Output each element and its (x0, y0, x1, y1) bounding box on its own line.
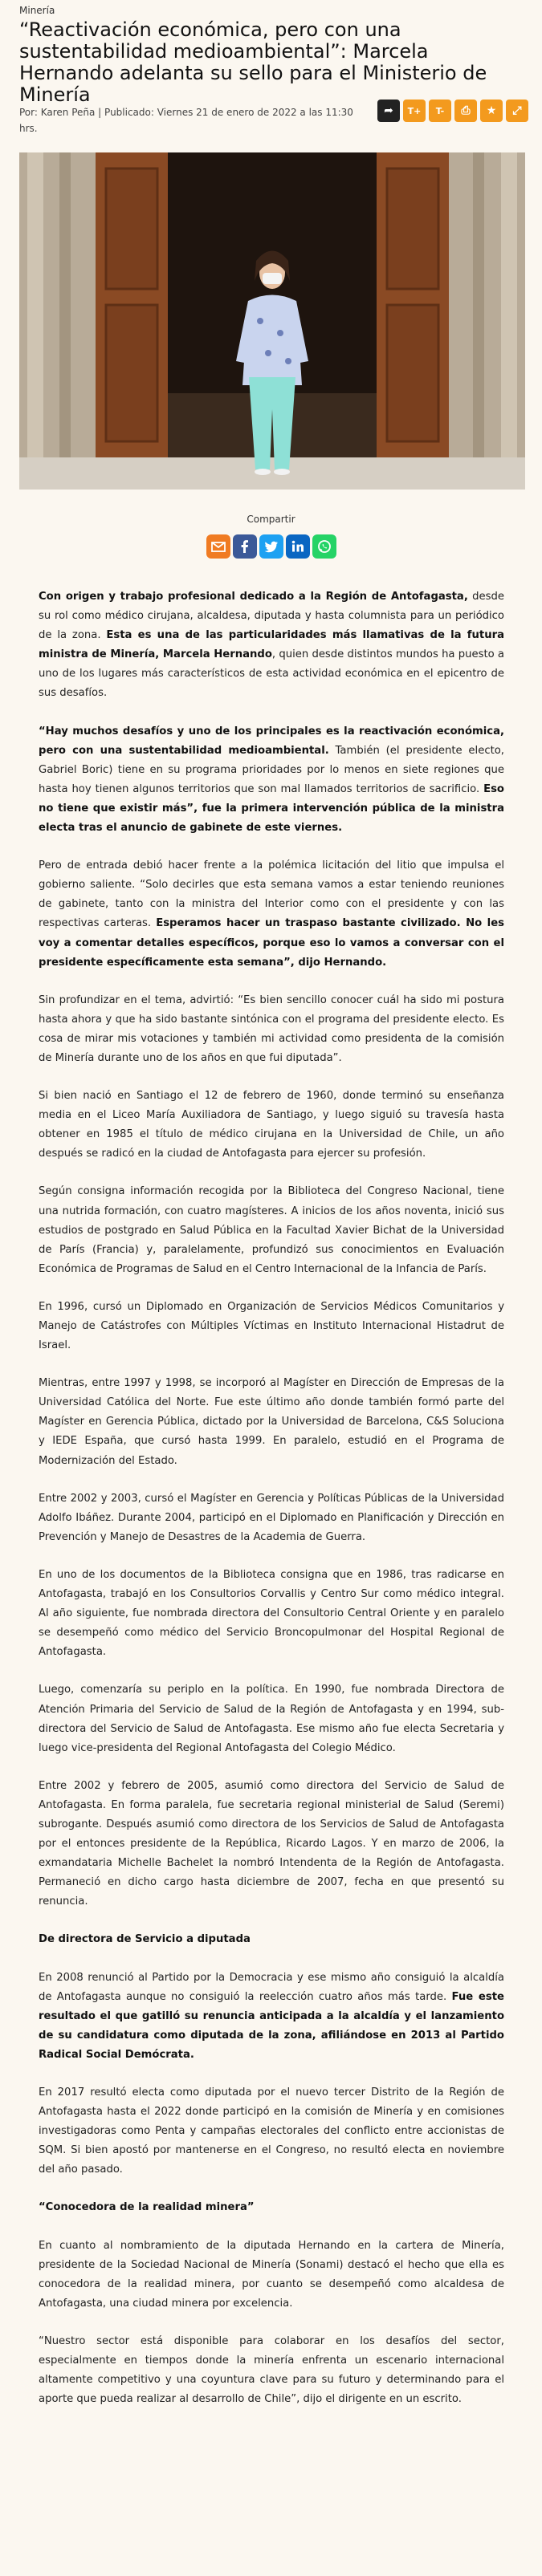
article-photo (19, 152, 525, 490)
section-label[interactable]: Minería (19, 5, 55, 16)
article-photo-illustration (19, 152, 525, 490)
star-icon: ★ (486, 104, 497, 117)
expand-icon: ⤢ (512, 104, 522, 117)
paragraph-10: En uno de los documentos de la Biblioteca consigna que en 1986, tras radicarse en Antofagasta, trabajó en los Consultorios Corvallis y Centro Sur como médico integral. Al año siguiente, fue nombrada directora del Consultorio Central Oriente y en paralelo se desempeñó como médico del Servicio Broncopulmonar del Hospital Regional de Antofagasta. (39, 1568, 504, 1659)
email-icon (210, 538, 226, 555)
share-facebook-button[interactable] (233, 534, 257, 559)
paragraph-5: Si bien nació en Santiago el 12 de febrero de 1960, donde terminó su enseñanza media en el Liceo María Auxiliadora de Santiago, y luego siguió su travesía hasta obtener en 1985 el título de médico cirujana en la Universidad de Chile, un año después se radicó en la ciudad de Antofagasta para ejercer su profesión. (39, 1090, 504, 1160)
article-headline: “Reactivación económica, pero con una sustentabilidad medioambiental”: Marcela Hernando adelanta su sello para el Ministerio de Minería (19, 18, 487, 106)
bold-text-run: Esperamos hacer un traspaso bastante civilizado. No les voy a comentar detalles específicos, porque eso lo vamos a conversar con el presidente específicamente esta semana”, dijo Hernando. (39, 917, 504, 969)
facebook-icon (237, 538, 253, 555)
share-linkedin-button[interactable] (286, 534, 310, 559)
paragraph-11: Luego, comenzaría su periplo en la política. En 1990, fue nombrada Directora de Atención Primaria del Servicio de Salud de la Región de Antofagasta y en 1994, sub-directora del Servicio de Salud de Antofagasta. Ese mismo año fue electa Secretaria y luego vice-presidenta del Regional Antofagasta del Colegio Médico. (39, 1684, 504, 1754)
bold-text-run: Eso no tiene que existir más”, fue la primera intervención pública de la ministra electa tras el anuncio de gabinete de este viernes. (39, 782, 504, 835)
bold-text-run: “Hay muchos desafíos y uno de los principales es la reactivación económica, pero con una sustentabilidad medioambiental. (39, 725, 504, 757)
text-run: Pero de entrada debió hacer frente a la polémica licitación del litio que impulsa el gobierno saliente. “Solo decirles que esta semana vamos a estar teniendo reuniones de gabinete, tanto con la ministra del Interior como con el presidente y con las respectivas carteras. (39, 859, 504, 930)
paragraph-12: Entre 2002 y febrero de 2005, asumió como directora del Servicio de Salud de Antofagasta. En forma paralela, fue secretaria regional ministerial de Salud (Seremi) subrogante. Después asumió como directora de los Servicios de Salud de Antofagasta por el entonces presidente de la República, Ricardo Lagos. Y en marzo de 2006, la exmandataria Michelle Bachelet la nombró Intendenta de la Región de Antofagasta. Permaneció en dicho cargo hasta diciembre de 2007, fecha en que presentó su renuncia. (39, 1779, 504, 1908)
font-decrease-icon: T- (435, 105, 445, 116)
text-run: , quien desde distintos mundos ha puesto a uno de los lugares más característicos de esta actividad económica en el epicentro de sus desafíos. (39, 648, 505, 700)
text-run: En 2008 renunció al Partido por la Democracia y ese mismo año consiguió la alcaldía de Antofagasta aunque no consiguió la reelección cuatro años más tarde. (39, 1971, 504, 2003)
linkedin-icon (290, 538, 306, 555)
share-arrow-button[interactable] (377, 100, 400, 122)
bold-text-run: Fue este resultado el que gatilló su renuncia anticipada a la alcaldía y el lanzamiento de su candidatura como diputada de la zona, afiliándose en 2013 al Partido Radical Social Demócrata. (39, 1990, 504, 2061)
paragraph-6: Según consigna información recogida por la Biblioteca del Congreso Nacional, tiene una nutrida formación, con cuatro magísteres. A inicios de los años noventa, inició sus estudios de postgrado en Salud Pública en la Facultad Xavier Bichat de la Universidad de París (Francia) y, paralelamente, profundizó sus conocimientos en Evaluación Económica de Programas de Salud en el Centro Internacional de la Infancia de París. (39, 1185, 504, 1275)
paragraph-3 (39, 856, 504, 973)
paragraph-8: Mientras, entre 1997 y 1998, se incorporó al Magíster en Dirección de Empresas de la Universidad Católica del Norte. Fue este último año donde también formó parte del Magíster en Gerencia Pública, dictado por la Universidad de Barcelona, C&S Soluciona y IEDE España, que cursó hasta 1999. En paralelo, estudió en el Programa de Modernización del Estado. (39, 1377, 504, 1467)
article-body (39, 587, 504, 2428)
font-decrease-button[interactable] (429, 100, 451, 122)
paragraph-16: “Nuestro sector está disponible para colaborar en los desafíos del sector, especialmente en tiempos donde la minería enfrenta un escenario internacional altamente competitivo y una coyuntura clave para su futuro y determinando para el aporte que pueda realizar al desarrollo de Chile”, dijo el dirigente en un escrito. (39, 2334, 504, 2406)
paragraph-14: En 2017 resultó electa como diputada por el nuevo tercer Distrito de la Región de Antofagasta hasta el 2022 donde participó en la comisión de Minería y en comisiones investigadoras como Penta y campañas electorales del conflicto entre accionistas de SQM. Si bien apostó por mantenerse en el Congreso, no resultó electa en noviembre del año pasado. (39, 2086, 504, 2176)
paragraph-13 (39, 1969, 504, 2065)
paragraph-15: En cuanto al nombramiento de la diputada Hernando en la cartera de Minería, presidente de la Sociedad Nacional de Minería (Sonami) destacó el hecho que ella es conocedora de la realidad minera, por cuanto se desempeñó como alcaldesa de Antofagasta, una ciudad minera por excelencia. (39, 2239, 504, 2310)
paragraph-4: Sin profundizar en el tema, advirtió: “Es bien sencillo conocer cuál ha sido mi postura hasta ahora y que ha sido bastante sintónica con el programa del presidente electo. Es cosa de mirar mis votaciones y también mi actividad como presidenta de la comisión de Minería durante uno de los años en que fui diputada”. (39, 993, 504, 1064)
paragraph-1 (39, 587, 504, 704)
print-icon: ⎙ (461, 104, 471, 117)
article-toolbar (377, 100, 528, 122)
share-buttons (0, 534, 542, 559)
paragraph-7: En 1996, cursó un Diplomado en Organización de Servicios Médicos Comunitarios y Manejo de Catástrofes con Múltiples Víctimas en Instituto Internacional Histadrut de Israel. (39, 1300, 504, 1352)
article-byline: Por: Karen Peña | Publicado: Viernes 21 de enero de 2022 a las 11:30 hrs. (19, 107, 353, 134)
bold-text-run: Con origen y trabajo profesional dedicado a la Región de Antofagasta, (39, 591, 468, 603)
share-section (0, 514, 542, 559)
expand-button[interactable] (506, 100, 528, 122)
share-twitter-button[interactable] (259, 534, 283, 559)
font-increase-icon: T+ (407, 105, 422, 116)
share-email-button[interactable] (206, 534, 230, 559)
twitter-icon (263, 538, 279, 555)
subheading-directora: De directora de Servicio a diputada (39, 1933, 251, 1946)
text-run: También (el presidente electo, Gabriel Boric) tiene en su programa prioridades por lo menos en siete regiones que hasta hoy tienen algunos territorios que son mal llamados territorios de sacrificio. (39, 744, 504, 795)
paragraph-2 (39, 722, 504, 839)
subheading-conocedora: “Conocedora de la realidad minera” (39, 2201, 255, 2214)
print-button[interactable] (454, 100, 477, 122)
font-increase-button[interactable] (403, 100, 426, 122)
bold-text-run: Esta es una de las particularidades más llamativas de la futura ministra de Minería, Marcela Hernando (39, 629, 504, 661)
paragraph-9: Entre 2002 y 2003, cursó el Magíster en Gerencia y Políticas Públicas de la Universidad Adolfo Ibáñez. Durante 2004, participó en el Diplomado en Planificación y Dirección en Prevención y Manejo de Desastres de la Academia de Guerra. (39, 1492, 504, 1543)
share-arrow-icon: ➦ (384, 104, 393, 117)
share-title: Compartir (247, 514, 295, 525)
whatsapp-icon (316, 538, 332, 555)
favorite-button[interactable] (480, 100, 503, 122)
share-whatsapp-button[interactable] (312, 534, 336, 559)
text-run: desde su rol como médico cirujana, alcaldesa, diputada y hasta columnista para un periódico de la zona. (39, 591, 504, 642)
